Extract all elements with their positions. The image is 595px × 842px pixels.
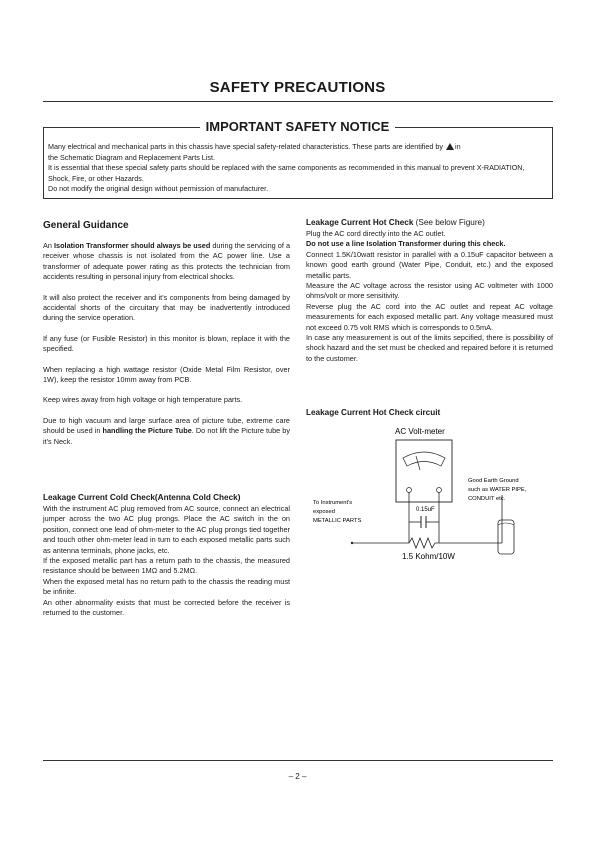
hot-l3: Connect 1.5K/10watt resistor in parallel with a 0.15uF capacitor between a known good earth ground (Water Pipe, Conduit, etc.) and the exposed metallic parts. (306, 249, 553, 280)
hot-check-heading-note: (See below Figure) (413, 218, 485, 227)
cold-check-text (43, 504, 290, 618)
cold-p1: With the instrument AC plug removed from AC source, connect an electrical jumper across the two AC plug prongs. Place the AC switch in the on position, connect one lead of ohm-meter to the AC plug prongs tied together and touch other ohm-meter lead in turn to each exposed metallic parts such as antenna terminals, phone jacks, etc. (43, 504, 290, 555)
ground-label-3: CONDUIT etc. (468, 496, 506, 502)
notice-line-4: Do not modify the original design without permission of manufacturer. (48, 184, 269, 194)
hot-l5: Reverse plug the AC cord into the AC outlet and repeat AC voltage measurements for each exposed metallic part. Any voltage measured must not exceed 0.75 volt RMS which is corresponds to 0.5mA. (306, 301, 553, 332)
hot-l4: Measure the AC voltage across the resistor using AC voltmeter with 1000 ohms/volt or more sensitivity. (306, 281, 553, 301)
general-p1-post: during the servicing of a receiver whose chassis is not isolated from the AC power line. Use a transformer of adequate power rating as this protects the technician from accidents resulting in personal injury from electrical shocks. (43, 241, 291, 282)
cold-p4: An other abnormality exists that must be corrected before the receiver is returned to the customer. (43, 597, 290, 618)
hot-check-circuit-diagram (300, 420, 560, 570)
circuit-heading: Leakage Current Hot Check circuit (306, 408, 441, 417)
resistor-line (352, 538, 502, 548)
instrument-probe-point (351, 542, 353, 544)
cold-p2: If the exposed metallic part has a return path to the chassis, the measured resistance should be between 1MΩ and 5.2MΩ. (43, 556, 290, 576)
cold-p3: When the exposed metal has no return path to the chassis the reading must be infinite. (43, 576, 290, 597)
instrument-label-1: To Instrument's (313, 500, 353, 506)
general-p1-bold: Isolation Transformer should always be used (54, 241, 211, 250)
general-p6 (43, 416, 290, 447)
general-p1 (43, 241, 290, 283)
notice-line-2: the Schematic Diagram and Replacement Parts List. (48, 152, 215, 162)
safety-notice-heading-text: IMPORTANT SAFETY NOTICE (200, 119, 396, 134)
instrument-label-3: METALLIC PARTS (313, 518, 362, 524)
ground-label-2: such as WATER PIPE, (468, 487, 527, 493)
notice-line-1b: in (454, 142, 461, 151)
hot-check-heading-bold: Leakage Current Hot Check (306, 218, 414, 227)
warning-triangle-icon (446, 143, 454, 150)
meter-terminal-right (437, 488, 442, 493)
general-p4: When replacing a high wattage resistor (Oxide Metal Film Resistor, over 1W), keep the resistor 10mm away from PCB. (43, 364, 290, 385)
instrument-label-2: exposed (313, 509, 335, 515)
notice-line-1a: Many electrical and mechanical parts in this chassis have special safety-related characteristics. These parts are identified by (48, 142, 443, 151)
general-p3: If any fuse (or Fusible Resistor) in this monitor is blown, replace it with the specified. (43, 333, 290, 354)
meter-label: AC Volt-meter (395, 427, 445, 436)
pipe-cap-icon (498, 523, 514, 525)
footer-divider (43, 760, 553, 761)
general-p6-post: . Do not lift the Picture tube by it's Neck. (43, 426, 291, 446)
general-guidance-text (43, 241, 290, 447)
general-p6-pre: Due to high vacuum and large surface area of picture tube, extreme care should be used in (43, 415, 290, 436)
safety-notice-heading (0, 118, 595, 136)
voltmeter-body (396, 440, 452, 502)
capacitor-label: 0.15uF (416, 507, 435, 513)
general-p6-bold: handling the Picture Tube (102, 426, 192, 436)
hot-check-heading (306, 218, 485, 227)
hot-l2-bold: Do not use a line Isolation Transformer during this check. (306, 239, 506, 249)
general-p1-pre: An (43, 241, 54, 250)
hot-l6: In case any measurement is out of the limits sepcified, there is possibility of shock hazard and the set must be checked and repaired before it is returned to the customer. (306, 333, 553, 363)
general-p5: Keep wires away from high voltage or high temperature parts. (43, 395, 243, 405)
voltmeter-dial (403, 452, 445, 466)
page-number: – 2 – (288, 772, 307, 781)
hot-check-text (306, 229, 553, 364)
notice-line-3: It is essential that these special safety parts should be replaced with the same components as recommended in this manual to prevent X-RADIATION, Shock, Fire, or other Hazards. (48, 163, 525, 183)
cold-check-heading: Leakage Current Cold Check(Antenna Cold Check) (43, 493, 241, 502)
general-p2: It will also protect the receiver and it's components from being damaged by accidental shorts of the circuitary that may be inadvertently introduced during the service operation. (43, 292, 290, 323)
resistor-label: 1.5 Kohm/10W (402, 552, 455, 561)
safety-notice-body (48, 142, 548, 195)
hot-l2 (306, 239, 553, 249)
title-divider (43, 101, 553, 102)
meter-terminal-left (407, 488, 412, 493)
hot-l1: Plug the AC cord directly into the AC outlet. (306, 229, 446, 238)
page-title: SAFETY PRECAUTIONS (209, 79, 386, 96)
ground-label-1: Good Earth Ground (468, 478, 519, 484)
water-pipe-icon (498, 520, 514, 554)
voltmeter-needle (416, 456, 420, 470)
general-guidance-heading: General Guidance (43, 220, 129, 231)
